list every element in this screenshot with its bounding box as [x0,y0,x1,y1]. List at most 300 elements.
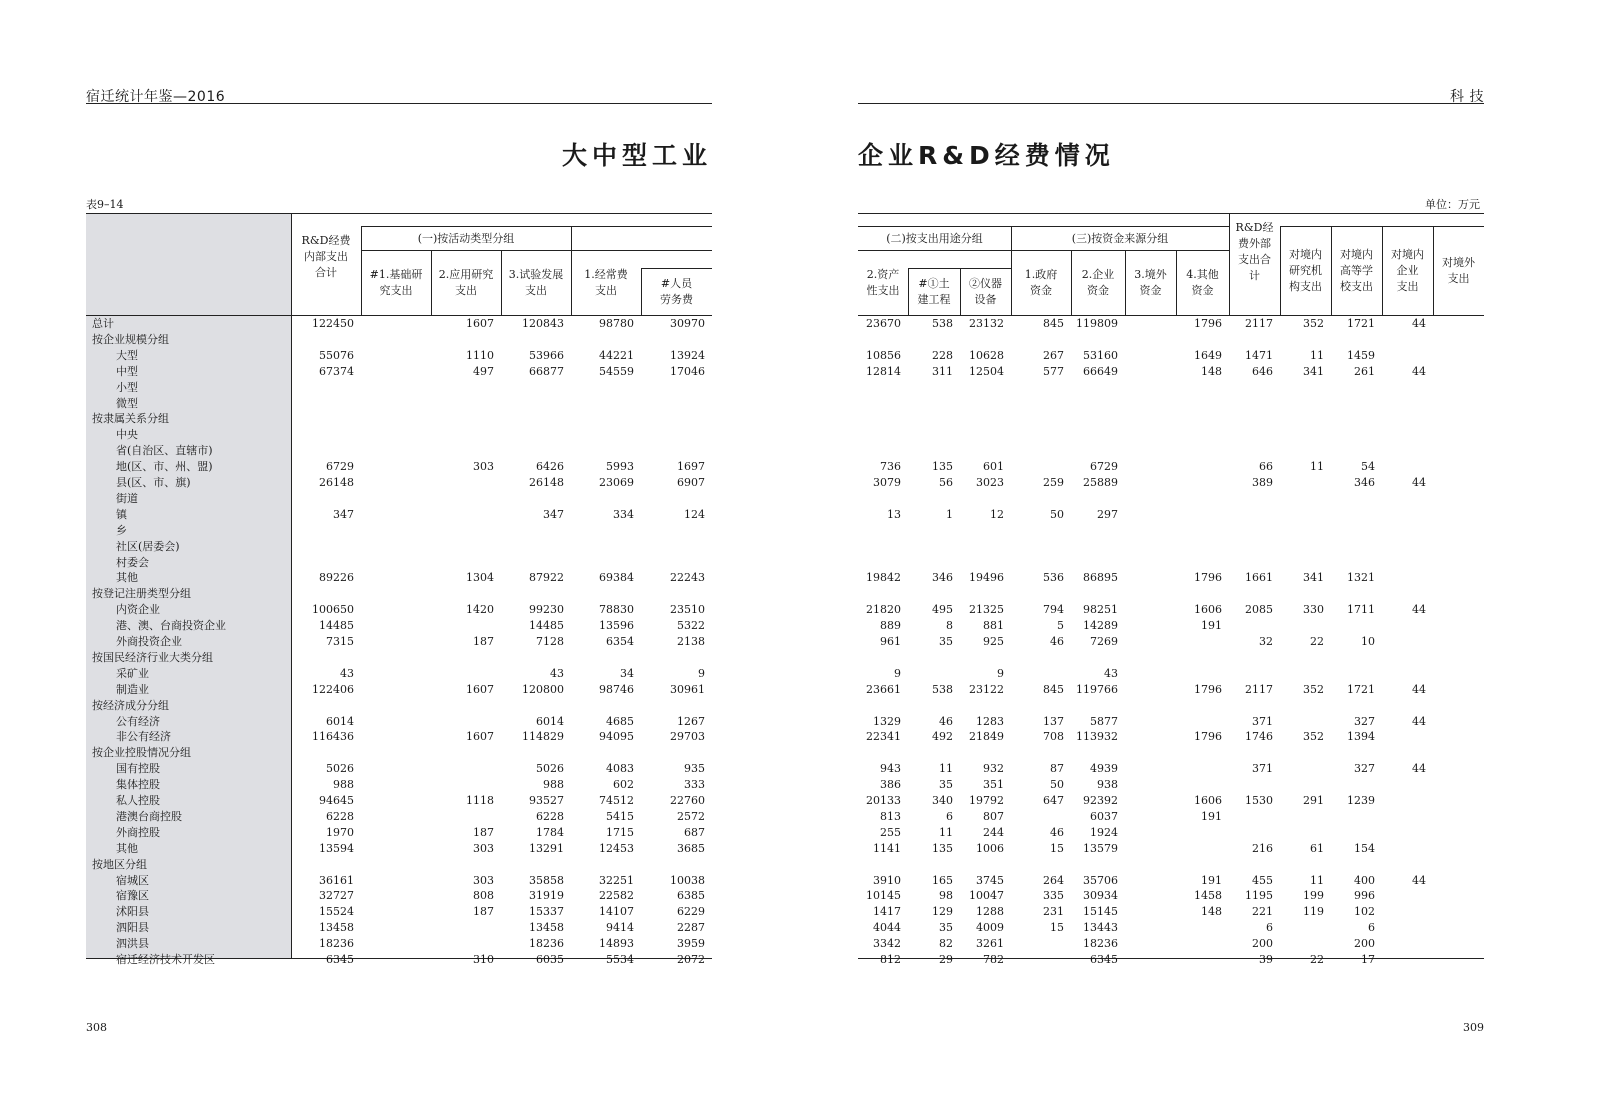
cell-value: 536 [1043,571,1064,585]
cell-value: 46 [1050,825,1064,839]
table-row [86,793,712,809]
cell-value: 4009 [976,921,1004,935]
cell-value: 2138 [677,635,705,648]
table-row [858,332,1484,348]
table-row [86,411,712,427]
cell-value: 327 [1354,762,1375,776]
cell-value: 18236 [1083,937,1118,951]
cell-value: 21325 [969,603,1004,617]
cell-value: 6 [1266,921,1273,935]
cell-value: 4939 [1090,762,1118,776]
table-row [858,602,1484,618]
cell-value: 938 [1097,778,1118,792]
cell-value: 120800 [522,682,564,696]
row-label: 港、澳、台商投资企业 [116,619,226,633]
row-label: 镇 [116,507,127,521]
row-label: 泗洪县 [116,937,149,951]
table-row [858,745,1484,761]
cell-value: 3685 [677,841,705,855]
group-usage: (二)按支出用途分组 [886,231,983,245]
cell-value: 43 [550,666,564,680]
cell-value: 602 [613,778,634,792]
table-row [86,602,712,618]
cell-value: 114829 [522,730,564,744]
cell-value: 66649 [1083,364,1118,378]
cell-value: 9 [698,666,705,680]
cell-value: 137 [1043,714,1064,728]
cell-value: 120843 [522,317,564,330]
cell-value: 351 [983,778,1004,792]
table-row [858,634,1484,650]
cell-value: 14485 [319,619,354,633]
row-label: 乡 [116,523,127,537]
running-head-right: 科 技 [1450,89,1484,105]
group-activity: (一)按活动类型分组 [417,231,515,245]
cell-value: 352 [1303,730,1324,744]
cell-value: 1471 [1245,348,1273,362]
table-row [858,459,1484,475]
cell-value: 1746 [1245,730,1273,744]
cell-value: 44221 [599,348,634,362]
cell-value: 43 [1104,666,1118,680]
cell-value: 119809 [1076,317,1118,330]
cell-value: 961 [880,635,901,648]
cell-value: 67374 [319,364,354,378]
table-row [858,920,1484,936]
cell-value: 261 [1354,364,1375,378]
table-row [858,952,1484,968]
cell-value: 346 [932,571,953,585]
cell-value: 35 [939,778,953,792]
table-row [858,348,1484,364]
cell-value: 881 [983,619,1004,633]
cell-value: 22582 [599,889,634,903]
cell-value: 82 [939,937,953,951]
cell-value: 44 [1412,682,1426,696]
cell-value: 5026 [326,762,354,776]
row-label: 采矿业 [116,666,149,680]
cell-value: 577 [1043,364,1064,378]
cell-value: 191 [1201,619,1222,633]
cell-value: 14289 [1083,619,1118,633]
cell-value: 1110 [466,348,494,362]
cell-value: 98780 [599,317,634,330]
cell-value: 6345 [326,953,354,966]
cell-value: 92392 [1083,794,1118,807]
row-label: 省(自治区、直辖市) [116,444,213,458]
cell-value: 255 [880,825,901,839]
cell-value: 55076 [319,348,354,362]
cell-value: 12504 [969,364,1004,378]
cell-value: 9 [894,666,901,680]
cell-value: 3959 [677,937,705,951]
table-row [858,777,1484,793]
cell-value: 7269 [1090,635,1118,648]
cell-value: 303 [473,460,494,474]
cell-value: 22760 [670,794,705,807]
cell-value: 647 [1043,794,1064,807]
cell-value: 6 [946,809,953,823]
cell-value: 6385 [677,889,705,903]
cell-value: 1118 [466,794,494,807]
cell-value: 1141 [873,841,901,855]
cell-value: 12814 [866,364,901,378]
cell-value: 1304 [466,571,494,585]
cell-value: 43 [340,666,354,680]
title-left: 大中型工业 [561,141,712,170]
row-label: 按经济成分分组 [92,698,169,712]
cell-value: 8 [946,619,953,633]
table-row [858,570,1484,586]
cell-value: 6037 [1090,809,1118,823]
cell-value: 1796 [1194,682,1222,696]
cell-value: 78830 [599,603,634,617]
cell-value: 2072 [677,953,705,966]
cell-value: 99230 [529,603,564,617]
cell-value: 32727 [319,889,354,903]
table-row [858,586,1484,602]
table-row [86,857,712,873]
table-row [858,809,1484,825]
cell-value: 538 [932,682,953,696]
title-right: 企业R&D经费情况 [858,141,1115,170]
table-row [86,698,712,714]
cell-value: 32251 [599,873,634,887]
cell-value: 228 [932,348,953,362]
cell-value: 11 [939,825,953,839]
table-row [86,920,712,936]
cell-value: 495 [932,603,953,617]
cell-value: 13594 [319,841,354,855]
cell-value: 231 [1043,905,1064,919]
cell-value: 455 [1252,873,1273,887]
cell-value: 5534 [606,953,634,966]
cell-value: 200 [1354,937,1375,951]
cell-value: 23670 [866,317,901,330]
table-row [858,873,1484,889]
table-row [86,777,712,793]
cell-value: 21820 [866,603,901,617]
cell-value: 87 [1050,762,1064,776]
cell-value: 135 [932,460,953,474]
cell-value: 50 [1050,778,1064,792]
col-civil: #①土 建工程 [917,277,951,306]
table-row [858,443,1484,459]
table-row [86,443,712,459]
row-label: 外商投资企业 [116,635,182,648]
cell-value: 23661 [866,682,901,696]
table-row [858,841,1484,857]
col-asset: 2.资产 性支出 [866,268,900,297]
cell-value: 23132 [969,317,1004,330]
table-row [86,873,712,889]
cell-value: 341 [1303,571,1324,585]
col-government: 1.政府 资金 [1024,268,1058,297]
cell-value: 371 [1252,762,1273,776]
cell-value: 1661 [1245,571,1273,585]
row-label: 公有经济 [116,714,160,728]
row-label: 按地区分组 [92,857,147,871]
cell-value: 9414 [606,921,634,935]
table-row [86,491,712,507]
cell-value: 50 [1050,507,1064,521]
cell-value: 1607 [466,317,494,330]
cell-value: 5 [1057,619,1064,633]
cell-value: 22341 [866,730,901,744]
row-label: 内资企业 [116,603,160,617]
cell-value: 23510 [670,603,705,617]
table-row [858,761,1484,777]
cell-value: 6907 [677,476,705,489]
cell-value: 44 [1412,873,1426,887]
cell-value: 15 [1050,841,1064,855]
table-row [86,570,712,586]
cell-value: 807 [983,809,1004,823]
cell-value: 1796 [1194,317,1222,330]
cell-value: 14107 [599,905,634,919]
row-label: 总计 [92,317,114,330]
cell-value: 303 [473,841,494,855]
table-row [858,475,1484,491]
table-row [86,316,712,332]
cell-value: 216 [1252,841,1273,855]
cell-value: 74512 [599,794,634,807]
cell-value: 98251 [1083,603,1118,617]
table-row [86,380,712,396]
cell-value: 13291 [529,841,564,855]
cell-value: 187 [473,635,494,648]
cell-value: 31919 [529,889,564,903]
cell-value: 1796 [1194,571,1222,585]
cell-value: 11 [939,762,953,776]
cell-value: 1721 [1347,317,1375,330]
cell-value: 61 [1310,841,1324,855]
row-label: 国有控股 [116,762,160,776]
cell-value: 148 [1201,364,1222,378]
cell-value: 1321 [1347,571,1375,585]
cell-value: 1 [946,507,953,521]
col-domestic-enterprise: 对境内 企业 支出 [1391,248,1424,293]
cell-value: 6 [1368,921,1375,935]
cell-value: 44 [1412,317,1426,330]
row-label: 制造业 [116,682,149,696]
table-row [858,666,1484,682]
cell-value: 1195 [1245,889,1273,903]
table-row [86,888,712,904]
cell-value: 889 [880,619,901,633]
table-row [858,793,1484,809]
cell-value: 15524 [319,905,354,919]
row-label: 泗阳县 [116,921,149,935]
cell-value: 22 [1310,953,1324,966]
col-domestic-research: 对境内 研究机 构支出 [1289,248,1322,293]
cell-value: 1530 [1245,794,1273,807]
row-label: 中型 [116,364,138,378]
cell-value: 12453 [599,841,634,855]
row-label: 按国民经济行业大类分组 [92,650,213,664]
cell-value: 538 [932,317,953,330]
table-row [86,475,712,491]
cell-value: 66 [1259,460,1273,474]
cell-value: 98746 [599,682,634,696]
cell-value: 89226 [319,571,354,585]
row-label: 村委会 [116,555,149,569]
table-row [86,396,712,412]
unit-note: 单位：万元 [1425,198,1480,211]
table-row [858,682,1484,698]
cell-value: 23122 [969,682,1004,696]
cell-value: 267 [1043,348,1064,362]
group-funding: (三)按资金来源分组 [1071,231,1169,245]
table-row [86,682,712,698]
cell-value: 122450 [312,317,354,330]
cell-value: 925 [983,635,1004,648]
cell-value: 330 [1303,603,1324,617]
cell-value: 23069 [599,476,634,489]
cell-value: 122406 [312,682,354,696]
cell-value: 44 [1412,476,1426,489]
cell-value: 1970 [326,825,354,839]
row-label: 社区(居委会) [116,539,180,553]
cell-value: 35706 [1083,873,1118,887]
table-row [858,507,1484,523]
stub-header-shade [86,213,291,316]
row-label: 按登记注册类型分组 [92,587,191,601]
table-row [858,364,1484,380]
row-label: 外商控股 [116,825,160,839]
col-instrument: ②仪器 设备 [969,277,1002,306]
cell-value: 36161 [319,873,354,887]
cell-value: 1283 [976,714,1004,728]
cell-value: 736 [880,460,901,474]
cell-value: 135 [932,841,953,855]
cell-value: 9 [997,666,1004,680]
cell-value: 11 [1310,460,1324,474]
cell-value: 808 [473,889,494,903]
cell-value: 4083 [606,762,634,776]
cell-value: 14893 [599,937,634,951]
cell-value: 4685 [606,714,634,728]
table-row [86,825,712,841]
cell-value: 2572 [677,809,705,823]
table-row [86,714,712,730]
cell-value: 5993 [606,460,634,474]
cell-value: 6229 [677,905,705,919]
cell-value: 15 [1050,921,1064,935]
table-row [86,332,712,348]
cell-value: 1607 [466,730,494,744]
cell-value: 13443 [1083,921,1118,935]
row-label: 其他 [116,841,138,855]
cell-value: 26148 [319,476,354,489]
cell-value: 29703 [670,730,705,744]
table-row [858,396,1484,412]
cell-value: 5415 [606,809,634,823]
cell-value: 93527 [529,794,564,807]
cell-value: 10 [1361,635,1375,648]
cell-value: 187 [473,825,494,839]
cell-value: 4044 [873,921,901,935]
table-row [86,729,712,745]
header-rule-left [86,103,712,104]
cell-value: 17 [1361,953,1375,966]
table-header-left [86,213,712,316]
cell-value: 165 [932,873,953,887]
row-label: 小型 [116,380,138,394]
cell-value: 5877 [1090,714,1118,728]
cell-value: 6345 [1090,953,1118,966]
table-row [858,825,1484,841]
cell-value: 53966 [529,348,564,362]
table-row [858,555,1484,571]
cell-value: 119766 [1076,682,1118,696]
cell-value: 708 [1043,730,1064,744]
cell-value: 35 [939,635,953,648]
row-label: 街道 [116,491,138,505]
row-label: 集体控股 [116,778,160,792]
table-row [858,539,1484,555]
cell-value: 154 [1354,841,1375,855]
cell-value: 87922 [529,571,564,585]
cell-value: 34 [620,666,634,680]
cell-value: 6035 [536,953,564,966]
cell-value: 14485 [529,619,564,633]
cell-value: 191 [1201,873,1222,887]
cell-value: 310 [473,953,494,966]
running-head-left: 宿迁统计年鉴—2016 [86,89,226,105]
cell-value: 988 [333,778,354,792]
cell-value: 347 [333,507,354,521]
row-label: 其他 [116,571,138,585]
col-labor: #人员 劳务费 [660,277,693,306]
cell-value: 32 [1259,635,1273,648]
table-row [86,666,712,682]
table-row [86,427,712,443]
cell-value: 29 [939,953,953,966]
cell-value: 119 [1303,905,1324,919]
cell-value: 1606 [1194,794,1222,807]
cell-value: 2117 [1245,317,1273,330]
cell-value: 18236 [529,937,564,951]
col-other-funds: 4.其他 资金 [1186,268,1219,297]
cell-value: 221 [1252,905,1273,919]
table-row [858,618,1484,634]
cell-value: 244 [983,825,1004,839]
cell-value: 935 [684,762,705,776]
cell-value: 116436 [312,730,354,744]
col-domestic-university: 对境内 高等学 校支出 [1340,248,1373,293]
cell-value: 10856 [866,348,901,362]
cell-value: 56 [939,476,953,489]
cell-value: 782 [983,953,1004,966]
table-row [858,904,1484,920]
cell-value: 100650 [312,603,354,617]
col-applied: 2.应用研究 支出 [438,268,494,297]
cell-value: 1711 [1347,603,1375,617]
table-number: 表9–14 [86,198,124,211]
row-label: 宿豫区 [116,889,149,903]
cell-value: 6228 [326,809,354,823]
cell-value: 687 [684,825,705,839]
row-label: 港澳台商控股 [116,809,182,823]
cell-value: 10145 [866,889,901,903]
cell-value: 30970 [670,317,705,330]
row-label: 非公有经济 [116,730,171,744]
cell-value: 988 [543,778,564,792]
cell-value: 6354 [606,635,634,648]
table-row [86,586,712,602]
cell-value: 44 [1412,714,1426,728]
